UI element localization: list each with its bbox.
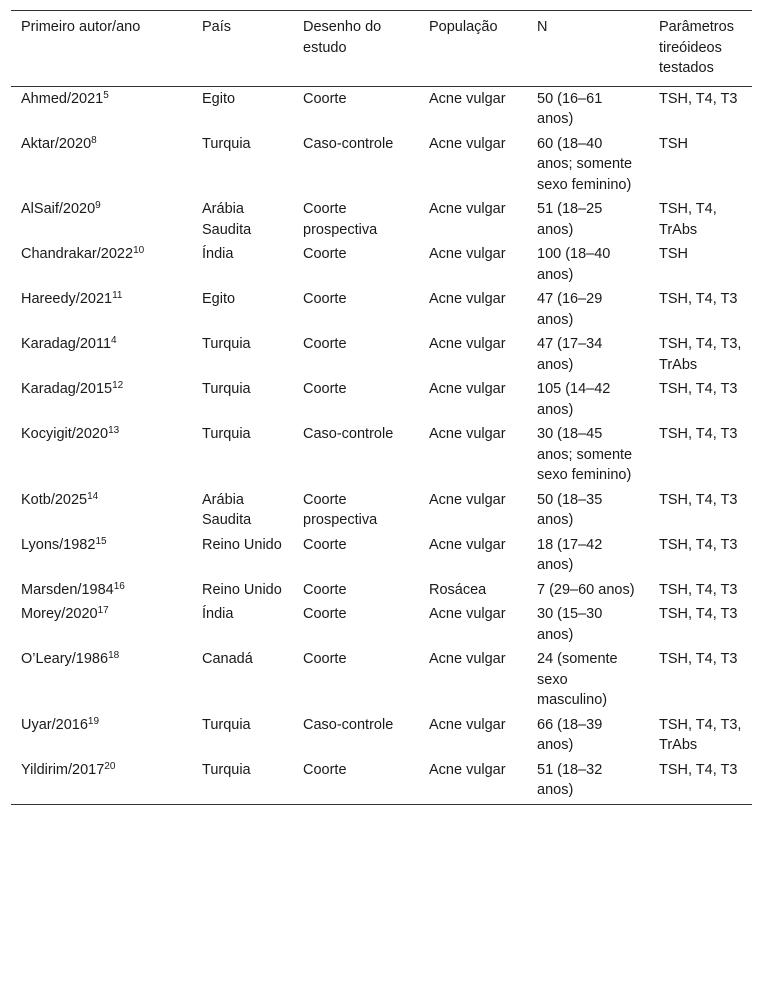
cell-n: 51 (18–32 anos) xyxy=(537,761,603,798)
cell-country: Arábia Saudita xyxy=(202,201,252,238)
reference-number: 8 xyxy=(91,134,97,146)
cell-population: Acne vulgar xyxy=(429,761,506,778)
table-row xyxy=(11,288,752,333)
cell-params: TSH, T4, T3 xyxy=(659,291,738,307)
cell-design: Coorte xyxy=(303,651,347,667)
cell-params: TSH, T4, TrAbs xyxy=(659,201,717,238)
cell-population: Acne vulgar xyxy=(429,336,506,352)
reference-number: 14 xyxy=(87,490,99,502)
cell-author xyxy=(11,133,192,199)
reference-number: 12 xyxy=(112,380,124,391)
author-name: Yildirim/2017 xyxy=(21,761,105,778)
author-name: Kotb/2025 xyxy=(21,491,88,508)
cell-population: Acne vulgar xyxy=(429,291,506,307)
cell-country: Turquia xyxy=(202,135,251,152)
cell-population: Acne vulgar xyxy=(429,606,506,622)
reference-number: 16 xyxy=(113,580,125,592)
cell-author xyxy=(11,288,192,333)
cell-params: TSH xyxy=(659,246,688,262)
cell-design: Coorte prospectiva xyxy=(303,491,378,528)
cell-params: TSH, T4, T3 xyxy=(659,606,738,622)
cell-n: 105 (14–42 anos) xyxy=(537,381,611,418)
reference-number: 13 xyxy=(108,425,120,436)
cell-author xyxy=(11,648,192,714)
cell-params: TSH, T4, T3 xyxy=(659,90,738,107)
author-name: Ahmed/2021 xyxy=(21,90,104,107)
author-name: Karadag/2011 xyxy=(21,336,112,352)
table-row xyxy=(11,648,752,714)
author-name: Karadag/2015 xyxy=(21,381,113,397)
cell-n: 18 (17–42 anos) xyxy=(537,536,603,573)
cell-n: 51 (18–25 anos) xyxy=(537,201,603,238)
cell-design: Coorte xyxy=(303,761,347,778)
cell-n: 47 (17–34 anos) xyxy=(537,336,603,373)
cell-author xyxy=(11,198,192,243)
table-row xyxy=(11,714,752,759)
cell-design: Caso-controle xyxy=(303,135,394,152)
header-row xyxy=(11,11,752,87)
author-name: Chandrakar/2022 xyxy=(21,246,134,262)
cell-author xyxy=(11,243,192,288)
cell-n: 7 (29–60 anos) xyxy=(537,581,635,598)
cell-design: Caso-controle xyxy=(303,716,394,733)
cell-population: Rosácea xyxy=(429,581,487,598)
table-row xyxy=(11,198,752,243)
cell-params: TSH, T4, T3 xyxy=(659,536,738,553)
cell-author xyxy=(11,534,192,579)
cell-design: Coorte xyxy=(303,291,347,307)
cell-country: Reino Unido xyxy=(202,536,282,553)
table-row xyxy=(11,423,752,489)
cell-country: Índia xyxy=(202,246,234,262)
cell-population: Acne vulgar xyxy=(429,491,506,508)
cell-design: Coorte prospectiva xyxy=(303,201,378,238)
table-body xyxy=(11,86,752,804)
table-row xyxy=(11,579,752,604)
header-author: Primeiro autor/ano xyxy=(21,19,141,35)
cell-n: 66 (18–39 anos) xyxy=(537,716,603,753)
table-row xyxy=(11,133,752,199)
author-name: Morey/2020 xyxy=(21,606,98,622)
cell-n: 100 (18–40 anos) xyxy=(537,246,611,283)
author-name: Kocyigit/2020 xyxy=(21,426,109,442)
cell-population: Acne vulgar xyxy=(429,201,506,217)
cell-design: Coorte xyxy=(303,606,347,622)
cell-country: Índia xyxy=(202,606,234,622)
cell-population: Acne vulgar xyxy=(429,246,506,262)
cell-params: TSH, T4, T3, TrAbs xyxy=(659,336,742,373)
header-params: Parâmetros tireóideos testados xyxy=(659,19,734,76)
cell-design: Coorte xyxy=(303,381,347,397)
reference-number: 5 xyxy=(103,89,109,101)
cell-population: Acne vulgar xyxy=(429,651,506,667)
cell-n: 60 (18–40 anos; somente sexo feminino) xyxy=(537,135,633,193)
header-country: País xyxy=(202,19,232,35)
cell-population: Acne vulgar xyxy=(429,135,506,152)
cell-n: 24 (somente sexo masculino) xyxy=(537,651,618,708)
author-name: Hareedy/2021 xyxy=(21,291,113,307)
table-row xyxy=(11,86,752,133)
cell-population: Acne vulgar xyxy=(429,716,506,733)
cell-country: Turquia xyxy=(202,336,251,352)
cell-population: Acne vulgar xyxy=(429,90,506,107)
cell-country: Turquia xyxy=(202,761,251,778)
author-name: Uyar/2016 xyxy=(21,716,88,733)
cell-author xyxy=(11,86,192,133)
cell-n: 50 (18–35 anos) xyxy=(537,491,603,528)
cell-country: Arábia Saudita xyxy=(202,491,252,528)
cell-author xyxy=(11,333,192,378)
cell-population: Acne vulgar xyxy=(429,381,506,397)
author-name: Marsden/1984 xyxy=(21,581,114,598)
cell-n: 47 (16–29 anos) xyxy=(537,291,603,328)
cell-params: TSH, T4, T3 xyxy=(659,581,738,598)
cell-params: TSH, T4, T3, TrAbs xyxy=(659,716,742,753)
cell-author xyxy=(11,714,192,759)
cell-design: Coorte xyxy=(303,581,347,598)
cell-country: Turquia xyxy=(202,716,251,733)
reference-number: 15 xyxy=(95,535,107,547)
cell-country: Egito xyxy=(202,90,236,107)
cell-country: Egito xyxy=(202,291,236,307)
reference-number: 17 xyxy=(97,605,109,616)
header-n: N xyxy=(537,19,548,35)
header-design: Desenho do estudo xyxy=(303,19,382,56)
cell-author xyxy=(11,378,192,423)
reference-number: 4 xyxy=(111,335,117,346)
cell-country: Canadá xyxy=(202,651,253,667)
cell-author xyxy=(11,603,192,648)
table-row xyxy=(11,759,752,805)
cell-design: Coorte xyxy=(303,90,347,107)
cell-country: Reino Unido xyxy=(202,581,282,598)
cell-design: Coorte xyxy=(303,336,347,352)
cell-params: TSH, T4, T3 xyxy=(659,651,738,667)
cell-params: TSH, T4, T3 xyxy=(659,761,738,778)
cell-population: Acne vulgar xyxy=(429,426,506,442)
table-row xyxy=(11,603,752,648)
reference-number: 10 xyxy=(133,245,145,256)
cell-n: 30 (18–45 anos; somente sexo feminino) xyxy=(537,426,633,483)
studies-table xyxy=(11,10,752,805)
cell-country: Turquia xyxy=(202,426,251,442)
table-row xyxy=(11,243,752,288)
cell-author xyxy=(11,579,192,604)
table-header xyxy=(11,11,752,87)
reference-number: 20 xyxy=(104,760,116,772)
table-row xyxy=(11,333,752,378)
cell-design: Caso-controle xyxy=(303,426,394,442)
author-name: AlSaif/2020 xyxy=(21,201,96,217)
reference-number: 18 xyxy=(108,650,120,661)
reference-number: 19 xyxy=(87,715,100,727)
table-row xyxy=(11,534,752,579)
cell-country: Turquia xyxy=(202,381,251,397)
author-name: Lyons/1982 xyxy=(21,536,96,553)
author-name: O’Leary/1986 xyxy=(21,651,109,667)
cell-author xyxy=(11,423,192,489)
cell-design: Coorte xyxy=(303,536,347,553)
reference-number: 9 xyxy=(95,200,101,211)
cell-params: TSH xyxy=(659,135,688,152)
reference-number: 11 xyxy=(112,290,123,301)
cell-n: 30 (15–30 anos) xyxy=(537,606,603,643)
cell-author xyxy=(11,489,192,534)
cell-params: TSH, T4, T3 xyxy=(659,491,738,508)
cell-population: Acne vulgar xyxy=(429,536,506,553)
author-name: Aktar/2020 xyxy=(21,135,92,152)
table-row xyxy=(11,489,752,534)
cell-params: TSH, T4, T3 xyxy=(659,381,738,397)
cell-params: TSH, T4, T3 xyxy=(659,426,738,442)
cell-n: 50 (16–61 anos) xyxy=(537,90,603,127)
cell-design: Coorte xyxy=(303,246,347,262)
header-population: População xyxy=(429,19,498,35)
cell-author xyxy=(11,759,192,805)
table-row xyxy=(11,378,752,423)
